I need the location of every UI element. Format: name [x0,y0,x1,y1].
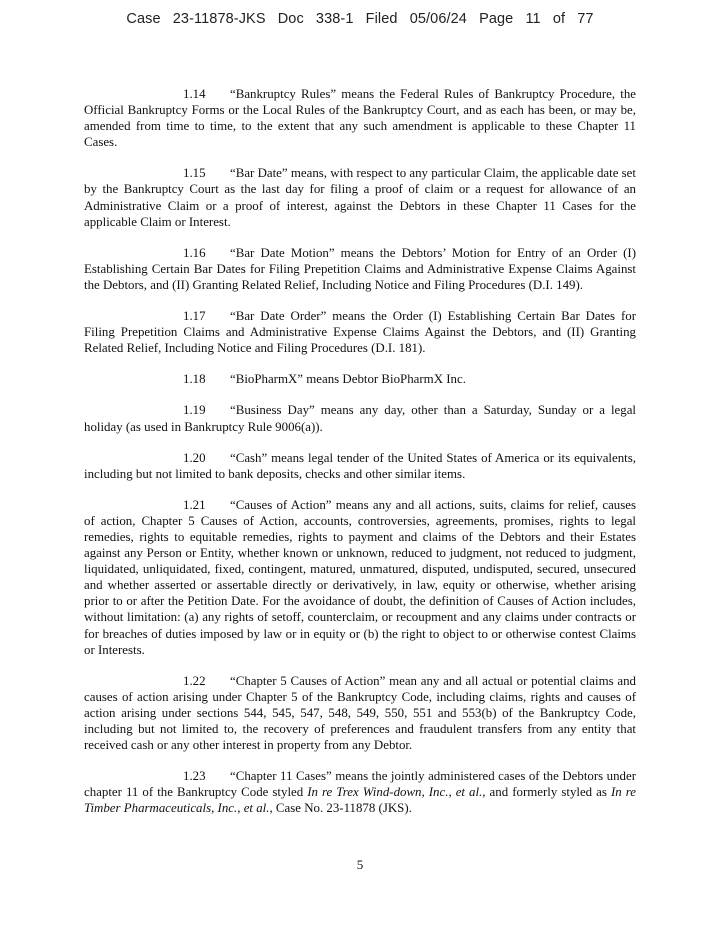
definition-paragraph [84,371,636,387]
definition-paragraph [84,450,636,482]
definition-text: “BioPharmX” means Debtor BioPharmX Inc. [230,372,466,387]
section-number: 1.22 [183,673,206,688]
definition-paragraph [84,308,636,356]
case-header: Case 23-11878-JKS Doc 338-1 Filed 05/06/24 Page 11 of 77 [126,11,594,27]
section-number: 1.20 [183,450,206,465]
definition-text: “Bar Date Order” means the Order (I) Establishing Certain Bar Dates for Filing Prepetition Claims and Administrative Expense Claims Against the Debtors, and (II) Granting Related Relief, Including Notice and Filing Procedures (D.I. 181). [84,309,636,356]
case-caption-italic: et al. [243,801,270,816]
section-number: 1.23 [183,769,206,784]
definition-paragraph [84,86,636,150]
definition-text: “Causes of Action” means any and all actions, suits, claims for relief, causes of action, Chapter 5 Causes of Action, accounts, controversies, agreements, promises, rights to legal remedies, rights to equitable remedies, rights to payment and claims of the Debtors and their Estates against any Person or Entity, whether known or unknown, reduced to judgment, not reduced to judgment, liquidated, unliquidated, fixed, contingent, matured, unmatured, disputed, undisputed, secured, unsecured and whether asserted or assertable directly or derivatively, in law, equity or otherwise, whether arising prior to or after the Petition Date. For the avoidance of doubt, the definition of Causes of Action includes, without limitation: (a) any rights of setoff, counterclaim, or recoupment and any claims under contracts or for breaches of duties imposed by law or in equity or (b) the right to object to or otherwise contest Claims or Interests. [84,497,636,657]
definition-paragraph [84,245,636,293]
definition-text: “Chapter 11 Cases” means the jointly administered cases of the Debtors under chapter 11 of the Bankruptcy Code styled [84,769,636,800]
definition-text: “Bankruptcy Rules” means the Federal Rules of Bankruptcy Procedure, the Official Bankruptcy Forms or the Local Rules of the Bankruptcy Court, and as each has been, or may be, amended from time to time, to the extent that any such amendment is applicable to these Chapter 11 Cases. [84,87,636,150]
definition-paragraph [84,768,636,816]
definition-text: , and formerly styled as [482,785,611,800]
section-number: 1.16 [183,245,206,260]
case-caption-italic: In re Trex Wind-down, Inc., et al. [307,785,483,800]
section-number: 1.21 [183,497,206,512]
definition-paragraph [84,165,636,229]
definition-text: “Business Day” means any day, other than a Saturday, Sunday or a legal holiday (as used in Bankruptcy Rule 9006(a)). [84,403,636,434]
definition-paragraph [84,497,636,658]
section-number: 1.17 [183,309,206,324]
section-number: 1.14 [183,87,206,101]
definition-text: , [237,801,244,816]
definition-paragraph [84,673,636,753]
definition-text: “Chapter 5 Causes of Action” mean any and all actual or potential claims and causes of action arising under Chapter 5 of the Bankruptcy Code, including claims, rights and causes of action arising under sections 544, 545, 547, 548, 549, 550, 551 and 553(b) of the Bankruptcy Code, including but not limited to, the recovery of preferences and fraudulent transfers from any entity that received cash or any other interest in property from any Debtor. [84,673,636,753]
definition-text: , Case No. 23-11878 (JKS). [269,801,412,816]
definition-text: “Bar Date Motion” means the Debtors’ Motion for Entry of an Order (I) Establishing Certain Bar Dates for Filing Prepetition Claims and Administrative Expense Claims Against the Debtors, and (II) Granting Related Relief, Including Notice and Filing Procedures (D.I. 149). [84,245,636,292]
section-number: 1.19 [183,403,206,418]
definition-text: “Bar Date” means, with respect to any particular Claim, the applicable date set by the Bankruptcy Court as the last day for filing a proof of claim or a request for allowance of an Administrative Claim or a proof of interest, against the Debtors in these Chapter 11 Cases for the applicable Claim or Interest. [84,166,636,229]
section-number: 1.15 [183,166,206,181]
definition-text: “Cash” means legal tender of the United States of America or its equivalents, including but not limited to bank deposits, checks and other similar items. [84,450,636,481]
case-caption-italic: In re Timber Pharmaceuticals, Inc. [84,785,636,816]
document-body [84,86,636,831]
definition-paragraph [84,402,636,434]
section-number: 1.18 [183,372,206,387]
page-number: 5 [356,857,364,872]
